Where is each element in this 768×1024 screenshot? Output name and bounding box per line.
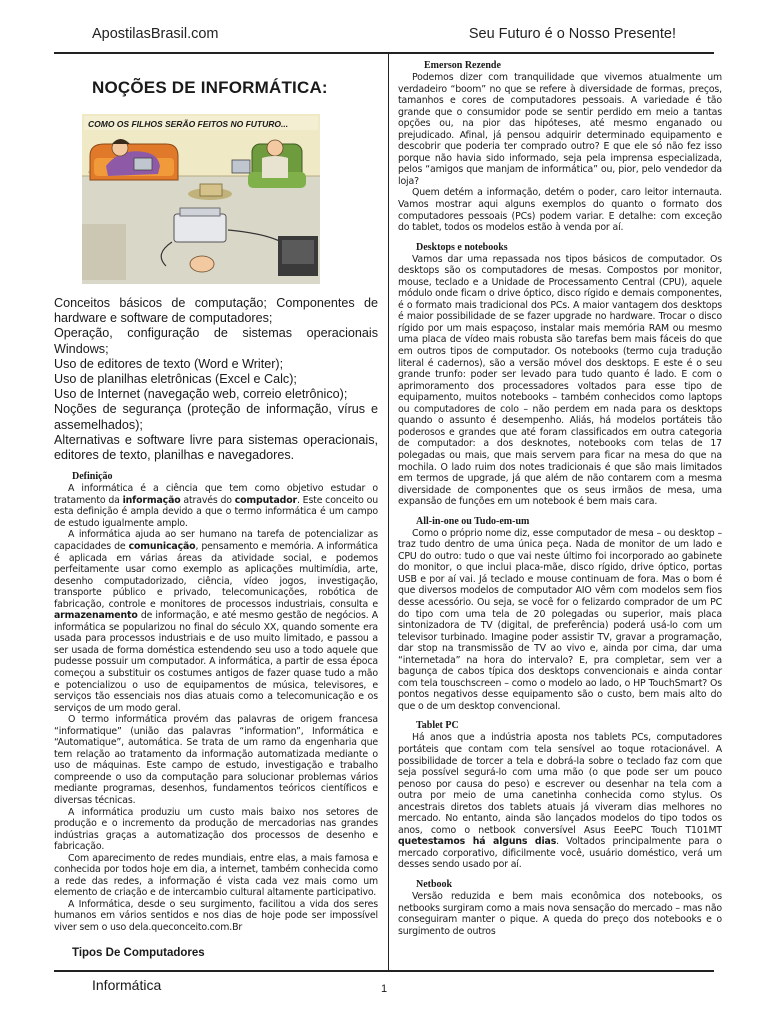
topic-item: Operação, configuração de sistemas operacionais Windows; bbox=[54, 326, 378, 356]
paragraph: A informática produziu um custo mais baixo nos setores de produção e o incremento da produção de mercadorias nas grandes indústrias graças a automatização dos processos de desenho e fabricação. bbox=[54, 806, 378, 853]
paragraph: Vamos dar uma repassada nos tipos básicos de computador. Os desktops são os computadores de mesas. Compostos por monitor, mouse, teclado e a Unidade de Processamento Central (CPU), aquele módulo onde ficam o drive óptico, disco rígido e demais componentes, é o formato mais tradicional dos PCs. A maior vantagem dos desktops é maior possibilidade de se fazer upgrade no hardware. Trocar o disco rígido por um mais espaçoso, instalar mais memória RAM ou mesmo uma placa de vídeo mais robusta são tarefas bem mais fáceis do que em outros tipos de computador. Os notebooks (termo cuja tradução literal é cadernos), são a versão móvel dos desktops. E este é o seu grande trunfo: poder ser levado para tudo quanto é lado. E com o aprimoramento dos processadores voltados para esse tipo de equipamento, muitos notebooks – também conhecidos como laptops ou computadores de colo – não perdem em nada para os desktops quando o assunto é desempenho. Aliás, há modelos portáteis tão poderosos e grandes que até foram classificados em outra categoria de computador: a dos desknotes, notebooks com telas de 17 polegadas ou mais, que mais servem para ficar na mesa do que na mochila. O lado ruim dos notes tradicionais é que são mais limitados em termos de upgrade, já que além de não contarem com a mesma diversidade de componentes que os seus irmãos de mesa, uma expansão de funções em um notebook é bem mais cara. bbox=[398, 253, 722, 508]
author-name: Emerson Rezende bbox=[424, 60, 501, 71]
header-rule bbox=[54, 52, 714, 54]
paragraph: A informática é a ciência que tem como objetivo estudar o tratamento da informação através do computador. Este conceito ou esta definição é ampla devido a que o termo informática é um campo de estudo igualmente amplo. bbox=[54, 483, 378, 529]
section-heading-tablet: Tablet PC bbox=[416, 720, 459, 732]
topic-item: Alternativas e software livre para sistemas operacionais, editores de texto, planilhas e navegadores. bbox=[54, 432, 378, 463]
cartoon-illustration bbox=[82, 114, 320, 284]
paragraph: Quem detém a informação, detém o poder, caro leitor internauta. Vamos mostrar aqui alguns exemplos do quanto o formato dos computadores pessoais (PCs) podem variar. E detalhe: com exceção do tablet, todos os modelos estão à venda por aí. bbox=[398, 187, 722, 234]
left-column bbox=[54, 58, 378, 959]
topic-item: Uso de planilhas eletrônicas (Excel e Calc); bbox=[54, 372, 297, 387]
column-divider bbox=[388, 54, 389, 970]
section-heading-netbook: Netbook bbox=[416, 879, 453, 890]
paragraph: Podemos dizer com tranquilidade que vivemos atualmente um verdadeiro “boom” no que se refere à diversidade de formas, preços, tamanhos e cores de computadores pessoais. A variedade é tão grande que o consumidor pode se sentir perdido em meio a tantas opções ou, na pior das hipóteses, até mesmo enganado ou prejudicado. Afinal, já pensou adquirir determinado equipamento e descobrir que poderia ter comprado outro? E que ele só não fez isso porque não havia sido informado, seja pela imprensa especializada, pelos “amigos que manjam de informática” ou, pior, pelo vendedor da loja? bbox=[398, 72, 722, 187]
paragraph: Com aparecimento de redes mundiais, entre elas, a mais famosa e conhecida por todos hoje em dia, a internet, também conhecida como a rede das redes, a informação é vista cada vez mais como um elemento de criação e de intercambio cultural altamente participativo. bbox=[54, 852, 378, 899]
topic-item: Uso de editores de texto (Word e Writer); bbox=[54, 356, 284, 371]
header-slogan: Seu Futuro é o Nosso Presente! bbox=[468, 26, 676, 42]
section-heading-desktops: Desktops e notebooks bbox=[416, 241, 508, 253]
page-title: NOÇÕES DE INFORMÁTICA: bbox=[92, 78, 328, 97]
cartoon-caption: COMO OS FILHOS SERÃO FEITOS NO FUTURO... bbox=[88, 119, 289, 129]
topic-item: Uso de Internet (navegação web, correio eletrônico); bbox=[54, 387, 348, 402]
header-site-name: ApostilasBrasil.com bbox=[92, 26, 219, 42]
page-number: 1 bbox=[380, 983, 388, 995]
section-heading-all-in-one: All-in-one ou Tudo-em-um bbox=[416, 515, 530, 527]
section-heading-tipos: Tipos De Computadores bbox=[72, 946, 205, 959]
footer-subject: Informática bbox=[92, 977, 162, 993]
section-heading-definicao: Definição bbox=[72, 471, 113, 483]
topics-list bbox=[54, 296, 378, 463]
paragraph: O termo informática provém das palavras de origem francesa “informatique” (união das palavras “information”, Informática e “Automatique”, automática. Se trata de um ramo da engenharia que tem relação ao tratamento da informação automatizada mediante o uso de máquinas. Este campo de estudo, investigação e trabalho compreende o uso da computação para solucionar problemas vários mediante programas, desenhos, fundamentos teóricos científicos e diversas técnicas. bbox=[54, 714, 378, 806]
paragraph: Versão reduzida e bem mais econômica dos notebooks, os netbooks surgiram como a mais nova sensação do mercado – mas não conseguiram manter o pique. A queda do preço dos notebooks e o surgimento de outros bbox=[398, 891, 722, 937]
topic-item: Conceitos básicos de computação; Componentes de hardware e software de computadores; bbox=[54, 296, 378, 326]
right-column bbox=[398, 58, 722, 937]
paragraph: Como o próprio nome diz, esse computador de mesa – ou desktop – traz tudo dentro de uma única peça. Nada de monitor de um lado e CPU do outro: tudo o que vai neste último foi incorporado ao gabinete do monitor, o que inclui placa-mãe, disco rígido, drive óptico, portas USB e por aí vai. Já teclado e mouse continuam de fora. Mas o bom é que diversos modelos de computador AIO vêm com modelos sem fios desse acessório. Ou seja, se você for o felizardo comprador de um PC do tipo com uma tela de 20 polegadas ou superior, mais placa sintonizadora de TV (digital, de preferência) poderá usá-lo com um televisor turbinado. Imagine poder assistir TV, gravar a programação, dar stop na transmissão de TV ao vivo e, ainda por cima, dar uma “internetada” na hora do intervalo? E, pra completar, sem ver a bagunça de cabos típica dos desktops convencionais e ainda contar com tela touschscreen – como o modelo ao lado, o HP TouchSmart? Os pontos negativos desse equipamento são o custo, bem mais alto do que o de um desktop convencional. bbox=[398, 527, 722, 712]
topic-item: Noções de segurança (proteção de informação, vírus e assemelhados); bbox=[54, 402, 378, 432]
cartoon-drawing bbox=[82, 114, 320, 284]
paragraph: A informática ajuda ao ser humano na tarefa de potencializar as capacidades de comunicação, pensamento e memória. A informática é aplicada em várias áreas da atividade social, e podemos perfeitamente usar como exemplo as aplicações multimídia, arte, desenho computadorizado, ciência, vídeo jogos, investigação, transporte público e privado, telecomunicações, robótica de fabricação, controle e monitores de processos industriais, consulta e armazenamento de informação, e até mesmo gestão de negócios. A informática se popularizou no final do século XX, quando somente era usada para processos industriais e de uso muito limitado, e passou a ser usada de forma doméstica estendendo seu uso a todo aquele que pudesse possuir um computador. A informática, a partir de essa época começou a substituir os costumes antigos de fazer quase tudo a mão e potencializou o uso de equipamentos de música, televisores, e serviços tão essenciais nos dias atuais como a telecomunicação e os serviços de um modo geral. bbox=[54, 529, 378, 714]
paragraph: A Informática, desde o seu surgimento, facilitou a vida dos seres humanos em vários sentidos e nos dias de hoje pode ser impossível viver sem o uso dela.queconceito.com.Br bbox=[54, 898, 378, 934]
footer-rule bbox=[54, 970, 714, 972]
paragraph: Há anos que a indústria aposta nos tablets PCs, computadores portáteis que contam com tela sensível ao toque rotacionável. A possibilidade de torcer a tela e dobrá-la sobre o teclado faz com que seja possível segurá-lo com uma mão (o que pode ser um pouco penoso por causa do peso) e escrever ou desenhar na tela com a outra por meio de uma canetinha conhecida como stylus. Os ancestrais diretos dos tablets atuais já viveram dias melhores no mercado. No entanto, ainda são lançados modelos do tipo todos os anos, como o netbook conversível Asus EeePC Touch T101MT quetestamos há alguns dias. Voltados principalmente para o mercado corporativo, dificilmente você, usuário doméstico, verá um desses sendo usado por aí. bbox=[398, 732, 722, 871]
